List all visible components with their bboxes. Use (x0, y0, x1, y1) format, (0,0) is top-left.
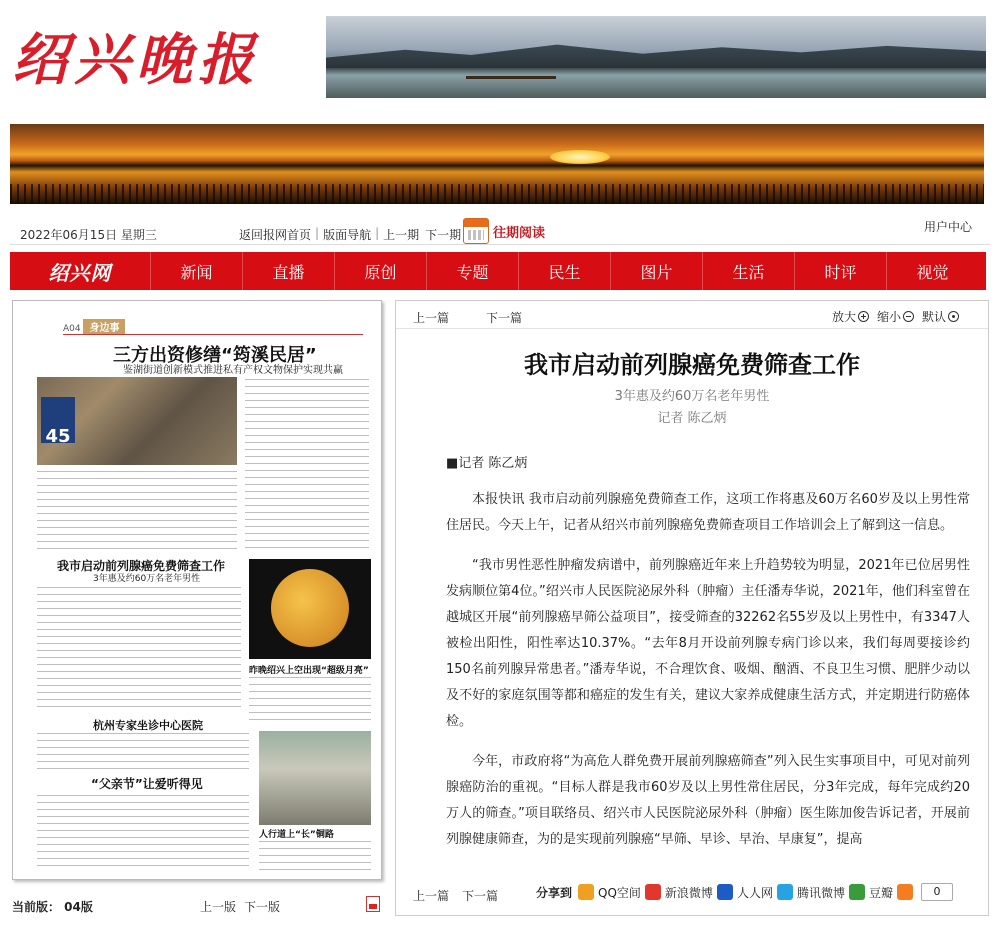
thumb-text-block (259, 841, 371, 873)
zoom-default-button[interactable]: 默认 (922, 308, 959, 325)
thumb-subhead: 鉴湖街道创新模式推进私有产权文物保护实现共赢 (123, 365, 343, 376)
header-photo-lake (326, 16, 986, 98)
renren-icon[interactable] (717, 884, 733, 900)
more-share-icon[interactable] (897, 884, 913, 900)
thumb-road-caption[interactable]: 人行道上“长”铜路 (259, 830, 334, 840)
nav-item-pictures[interactable]: 图片 (610, 252, 702, 290)
pdf-icon[interactable] (366, 896, 380, 912)
article-byline: ■记者 陈乙炳 (446, 456, 528, 471)
next-page-link[interactable]: 下一版 (244, 900, 281, 914)
nav-item-commentary[interactable]: 时评 (794, 252, 886, 290)
calendar-icon (463, 218, 489, 244)
date-text: 2022年06月15日 星期三 (20, 228, 157, 242)
divider (10, 244, 990, 245)
share-qzone[interactable]: QQ空间 (598, 885, 641, 900)
current-page-label: 当前版： 04版 (12, 900, 93, 914)
thumb-text-block (37, 471, 237, 549)
thumb-text-block (245, 379, 369, 549)
next-article-link-bottom[interactable]: 下一篇 (462, 889, 499, 903)
archive-link[interactable] (463, 218, 545, 244)
thumb-photo-building: 45 (37, 377, 237, 465)
article-footer (396, 875, 988, 915)
prev-issue-link[interactable]: 上一期 (383, 228, 420, 242)
minus-circle-icon (903, 311, 914, 322)
zoom-controls (832, 308, 959, 325)
main-nav (10, 252, 986, 290)
article-subtitle: 3年惠及约60万名老年男性 (614, 389, 770, 404)
header-photo-sunset (10, 124, 984, 204)
nav-brand-logo[interactable]: 绍兴网 (48, 260, 112, 285)
thumb-text-block (37, 587, 241, 711)
prev-article-link-bottom[interactable]: 上一篇 (413, 889, 450, 903)
article-author: 记者 陈乙炳 (657, 411, 727, 426)
archive-label: 往期阅读 (493, 225, 546, 241)
thumb-photo-moon (249, 559, 371, 659)
nav-item-original[interactable]: 原创 (334, 252, 426, 290)
prev-article-link[interactable]: 上一篇 (413, 311, 450, 325)
article-panel (395, 300, 989, 916)
site-logo[interactable]: 绍兴晚报 (12, 27, 260, 93)
nav-item-life[interactable]: 生活 (702, 252, 794, 290)
tencent-weibo-icon[interactable] (777, 884, 793, 900)
nav-item-livelihood[interactable]: 民生 (518, 252, 610, 290)
qzone-icon[interactable] (578, 884, 594, 900)
thumb-photo-sidewalk (259, 731, 371, 825)
zoom-out-button[interactable]: 缩小 (877, 308, 914, 325)
share-label: 分享到 (536, 885, 573, 900)
share-bar (536, 883, 953, 901)
nav-item-visual[interactable]: 视觉 (886, 252, 978, 290)
article-paragraph: 今年，市政府将“为高危人群免费开展前列腺癌筛查”列入民生实事项目中，可见对前列腺癌防治的重视。“目标人群是我市60岁及以上男性常住居民，分3年完成，每年完成约20万人的筛查。”项目联络员、绍兴市人民医院泌尿外科（肿瘤）医生陈加俊告诉记者，开展前列腺健康筛查，为的是实现前列腺癌“早筛、早诊、早治、早康复”，提高 (446, 754, 970, 847)
zoom-in-button[interactable]: 放大 (832, 308, 869, 325)
newspaper-page-thumbnail[interactable] (12, 300, 382, 880)
prev-page-link[interactable]: 上一版 (200, 900, 237, 914)
user-center-link[interactable]: 用户中心 (924, 220, 973, 234)
thumb-story-experts[interactable]: 杭州专家坐诊中心医院 (93, 719, 203, 732)
article-body (446, 451, 970, 863)
nav-item-live[interactable]: 直播 (242, 252, 334, 290)
article-paragraph: “我市男性恶性肿瘤发病谱中，前列腺癌近年来上升趋势较为明显，2021年已位居男性发病顺位第4位。”绍兴市人民医院泌尿外科（肿瘤）主任潘寿华说，2021年，他们科室曾在越城区开展“前列腺癌早筛公益项目”，接受筛查的32262名55岁及以上男性中，有3347人被检出阳性，阳性率达10.37%。“去年8月开设前列腺专病门诊以来，我们每周要接诊约150名前列腺异常患者。”潘寿华说，不合理饮食、吸烟、酗酒、不良卫生习惯、肥胖少动以及不好的家庭氛围等都和癌症的发生有关，建议大家养成健康生活方式，并定期进行防癌体检。 (446, 558, 970, 729)
article-title: 我市启动前列腺癌免费筛查工作 (524, 351, 860, 379)
thumb-story-prostate[interactable]: 我市启动前列腺癌免费筛查工作 (57, 559, 226, 573)
nav-item-topics[interactable]: 专题 (426, 252, 518, 290)
nav-item-news[interactable]: 新闻 (150, 252, 242, 290)
thumb-headline[interactable]: 三方出资修缮“筠溪民居” (113, 345, 317, 366)
thumb-text-block (249, 677, 371, 725)
next-issue-link[interactable]: 下一期 (425, 228, 462, 242)
home-link[interactable]: 返回报网首页 (239, 228, 312, 242)
thumb-story-fathers-day[interactable]: “父亲节”让爱听得见 (91, 777, 203, 791)
share-douban[interactable]: 豆瓣 (868, 885, 893, 900)
share-weibo[interactable]: 新浪微博 (664, 885, 713, 900)
thumb-moon-caption[interactable]: 昨晚绍兴上空出现“超级月亮” (249, 666, 369, 676)
thumb-text-block (37, 733, 249, 769)
weibo-icon[interactable] (645, 884, 661, 900)
share-tencent-weibo[interactable]: 腾讯微博 (796, 885, 845, 900)
page-header: A04 身边事 (63, 319, 363, 335)
next-article-link[interactable]: 下一篇 (486, 311, 523, 325)
top-links: 返回报网首页 | 版面导航 | 上一期 下一期 (236, 226, 464, 243)
section-tag: 身边事 (83, 319, 125, 334)
layout-nav-link[interactable]: 版面导航 (323, 228, 372, 242)
thumb-text-block (37, 795, 249, 871)
thumb-story-prostate-sub: 3年惠及约60万名老年男性 (93, 574, 201, 584)
plus-circle-icon (858, 311, 869, 322)
dot-circle-icon (948, 311, 959, 322)
share-count: 0 (921, 883, 953, 901)
douban-icon[interactable] (849, 884, 865, 900)
share-renren[interactable]: 人人网 (736, 885, 773, 900)
article-paragraph: 本报快讯 我市启动前列腺癌免费筛查工作，这项工作将惠及60万名60岁及以上男性常住居民。今天上午，记者从绍兴市前列腺癌免费筛查项目工作培训会上了解到这一信息。 (446, 492, 970, 533)
article-toolbar (396, 301, 988, 329)
